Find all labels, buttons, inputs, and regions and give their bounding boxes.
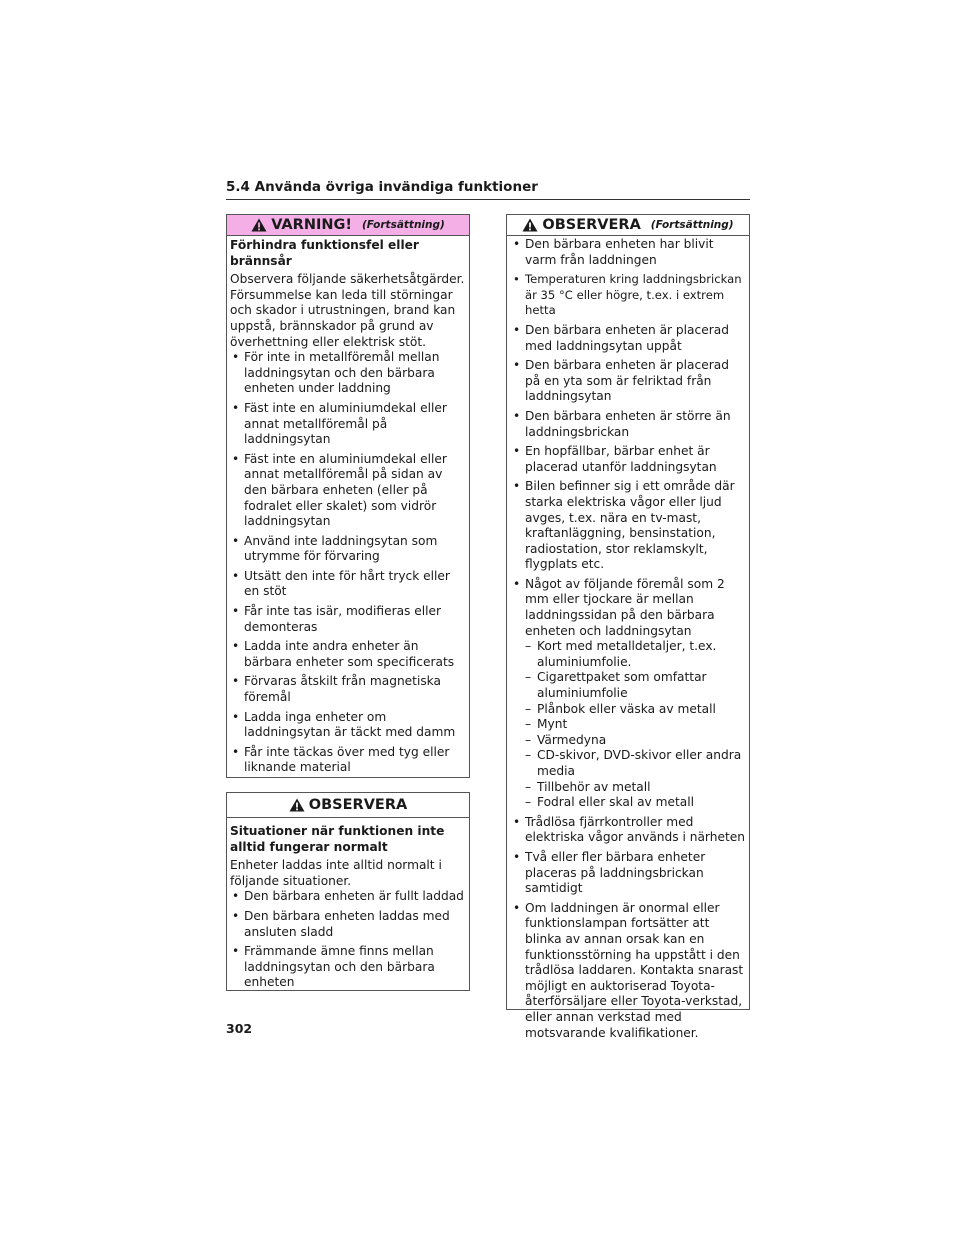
warning-box-header bbox=[227, 215, 469, 236]
list-item: • Den bärbara enheten är placerad på en yta som är felriktad från laddningsytan bbox=[511, 358, 746, 405]
observera-left-title: OBSERVERA bbox=[308, 797, 408, 813]
warning-title: VARNING! bbox=[271, 217, 352, 233]
observera-right-content bbox=[507, 236, 749, 1041]
list-item: • Får inte täckas över med tyg eller liknande material bbox=[230, 745, 466, 776]
caution-icon bbox=[522, 218, 538, 232]
object-sublist bbox=[525, 639, 746, 811]
observera-left-content bbox=[227, 818, 469, 991]
warning-subheading: Förhindra funktionsfel eller brännsår bbox=[230, 238, 419, 268]
list-item: • Bilen befinner sig i ett område där starka elektriska vågor eller ljud avges, t.ex. nära en tv-mast, kraftanläggning, bensinstation, radiostation, stor reklamskylt, flygplats etc. bbox=[511, 479, 746, 573]
sublist-item: – Fodral eller skal av metall bbox=[525, 795, 746, 811]
sublist-item: – Mynt bbox=[525, 717, 746, 733]
warning-content bbox=[227, 236, 469, 776]
observera-right-list bbox=[511, 237, 746, 1041]
list-item: • Får inte tas isär, modifieras eller demonteras bbox=[230, 604, 466, 635]
observera-right-header bbox=[507, 215, 749, 236]
list-item: • Om laddningen är onormal eller funktionslampan fortsätter att blinka av annan orsak kan en funktionsstörning ha uppstått i den trådlösa laddaren. Kontakta snarast möjligt en auktoriserad Toyota-återförsäljare eller Toyota-verkstad, eller annan verkstad med motsvarande kvalifikationer. bbox=[511, 901, 746, 1041]
observera-right-continuation: (Fortsättning) bbox=[650, 219, 734, 231]
list-item: • Den bärbara enheten är placerad med laddningsytan uppåt bbox=[511, 323, 746, 354]
list-item: • Fäst inte en aluminiumdekal eller annat metallföremål på laddningsytan bbox=[230, 401, 466, 448]
list-item: • Den bärbara enheten är fullt laddad bbox=[230, 889, 466, 905]
warning-intro: Observera följande säkerhetsåtgärder. Försummelse kan leda till störningar och skador i utrustningen, brand kan uppstå, brännskador på grund av överhettning eller elektrisk stöt. bbox=[230, 272, 465, 349]
observera-left-subheading: Situationer när funktionen inte alltid fungerar normalt bbox=[230, 824, 445, 854]
observera-box-left bbox=[226, 792, 470, 991]
sublist-item: – Kort med metalldetaljer, t.ex. aluminiumfolie. bbox=[525, 639, 746, 670]
section-title: 5.4 Använda övriga invändiga funktioner bbox=[226, 179, 750, 200]
sublist-item: – CD-skivor, DVD-skivor eller andra media bbox=[525, 748, 746, 779]
list-item: • Utsätt den inte för hårt tryck eller en stöt bbox=[230, 569, 466, 600]
warning-list bbox=[230, 350, 466, 776]
list-item: • Den bärbara enheten är större än laddningsbrickan bbox=[511, 409, 746, 440]
sublist-item: – Plånbok eller väska av metall bbox=[525, 702, 746, 718]
list-item: • Fäst inte en aluminiumdekal eller annat metallföremål på sidan av den bärbara enheten (eller på fodralet eller skalet) som vidrör laddningsytan bbox=[230, 452, 466, 530]
list-item: • Trådlösa fjärrkontroller med elektriska vågor används i närheten bbox=[511, 815, 746, 846]
observera-right-title: OBSERVERA bbox=[542, 217, 641, 233]
sublist-item: – Värmedyna bbox=[525, 733, 746, 749]
sublist-item: – Cigarettpaket som omfattar aluminiumfolie bbox=[525, 670, 746, 701]
warning-icon bbox=[251, 218, 267, 232]
sublist-item: – Tillbehör av metall bbox=[525, 780, 746, 796]
list-item: • För inte in metallföremål mellan laddningsytan och den bärbara enheten under laddning bbox=[230, 350, 466, 397]
list-item-text: Något av följande föremål som 2 mm eller tjockare är mellan laddningssidan på den bärbara enheten och laddningsytan bbox=[525, 576, 725, 638]
list-item: • Ladda inga enheter om laddningsytan är täckt med damm bbox=[230, 710, 466, 741]
list-item: • En hopfällbar, bärbar enhet är placerad utanför laddningsytan bbox=[511, 444, 746, 475]
observera-box-right bbox=[506, 214, 750, 1040]
list-item: • Främmande ämne finns mellan laddningsytan och den bärbara enheten bbox=[230, 944, 466, 991]
observera-left-list bbox=[230, 889, 466, 991]
caution-icon bbox=[289, 798, 305, 812]
observera-left-intro: Enheter laddas inte alltid normalt i följande situationer. bbox=[230, 858, 442, 888]
list-item: • Använd inte laddningsytan som utrymme för förvaring bbox=[230, 534, 466, 565]
list-item bbox=[511, 577, 746, 811]
observera-left-header bbox=[227, 793, 469, 818]
list-item: • Den bärbara enheten har blivit varm från laddningen bbox=[511, 237, 746, 268]
warning-continuation: (Fortsättning) bbox=[362, 219, 445, 231]
list-item: • Förvaras åtskilt från magnetiska föremål bbox=[230, 674, 466, 705]
list-item: • Två eller fler bärbara enheter placeras på laddningsbrickan samtidigt bbox=[511, 850, 746, 897]
list-item: • Den bärbara enheten laddas med ansluten sladd bbox=[230, 909, 466, 940]
warning-box bbox=[226, 214, 470, 778]
list-item: • Temperaturen kring laddningsbrickan är 35 °C eller högre, t.ex. i extrem hetta bbox=[511, 272, 746, 319]
list-item: • Ladda inte andra enheter än bärbara enheter som specificerats bbox=[230, 639, 466, 670]
page-number: 302 bbox=[226, 1021, 253, 1036]
